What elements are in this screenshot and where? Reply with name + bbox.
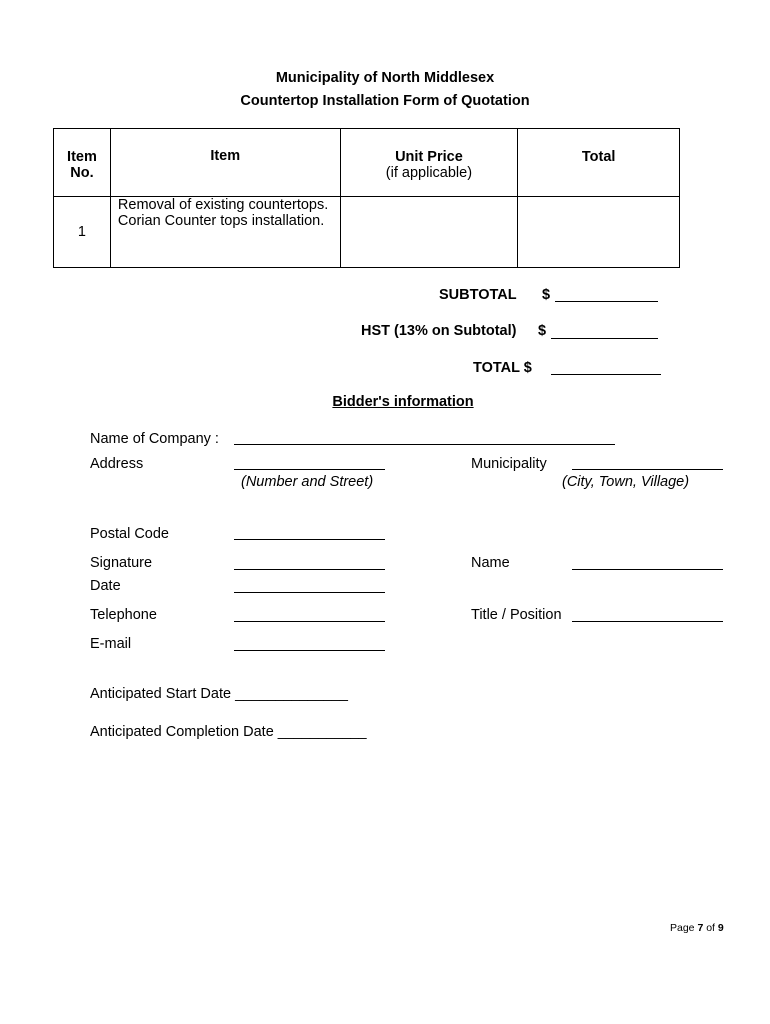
header-unit-price [340, 129, 518, 197]
signature-field[interactable] [234, 569, 385, 570]
subtotal-currency: $ [542, 287, 551, 303]
telephone-label: Telephone [90, 607, 157, 623]
email-label: E-mail [90, 636, 132, 652]
title-position-field[interactable] [572, 621, 723, 622]
row-item-line1: Removal of existing countertops. [117, 197, 329, 213]
page-prefix: Page [670, 922, 695, 934]
signature-label: Signature [90, 555, 153, 571]
address-hint: (Number and Street) [241, 474, 374, 490]
company-field[interactable] [234, 444, 615, 445]
postal-code-label: Postal Code [90, 526, 169, 542]
row-item-line2: Corian Counter tops installation. [117, 213, 325, 229]
hst-label: HST (13% on Subtotal) [361, 323, 517, 339]
form-municipality-title: Municipality of North Middlesex [275, 70, 495, 86]
subtotal-field[interactable] [555, 301, 658, 302]
hst-field[interactable] [551, 338, 658, 339]
total-field[interactable] [551, 374, 661, 375]
page-current: 7 [697, 922, 704, 934]
page-number [670, 922, 724, 934]
row-total-cell[interactable] [518, 197, 680, 268]
date-field[interactable] [234, 592, 385, 593]
header-item-no-line2: No. [70, 165, 94, 181]
postal-code-field[interactable] [234, 539, 385, 540]
header-item-label: Item [210, 148, 241, 164]
address-field[interactable] [234, 469, 385, 470]
municipality-field[interactable] [572, 469, 723, 470]
header-total [518, 129, 680, 197]
hst-currency: $ [538, 323, 547, 339]
row-unit-price-cell[interactable] [340, 197, 518, 268]
subtotal-label: SUBTOTAL [439, 287, 517, 303]
row-item-no: 1 [54, 197, 111, 268]
telephone-field[interactable] [234, 621, 385, 622]
table-header-row [54, 129, 680, 197]
title-position-label: Title / Position [471, 607, 562, 623]
municipality-hint: (City, Town, Village) [562, 474, 690, 490]
bidder-info-heading: Bidder's information [332, 394, 474, 410]
header-item [110, 129, 340, 197]
email-field[interactable] [234, 650, 385, 651]
completion-date-field[interactable]: Anticipated Completion Date ___________ [90, 724, 367, 740]
name-label: Name [471, 555, 510, 571]
page-of: of [706, 922, 715, 934]
header-total-label: Total [581, 149, 616, 165]
page-total: 9 [717, 922, 724, 934]
header-unit-price-note: (if applicable) [385, 165, 473, 181]
quotation-table [53, 128, 680, 268]
header-unit-price-label: Unit Price [395, 149, 463, 165]
start-date-field[interactable]: Anticipated Start Date ______________ [90, 686, 348, 702]
municipality-label: Municipality [471, 456, 547, 472]
row-item-description [110, 197, 340, 268]
header-item-no-line1: Item [67, 149, 97, 165]
date-label: Date [90, 578, 121, 594]
table-row [54, 197, 680, 268]
company-label: Name of Company : [90, 431, 219, 447]
address-label: Address [90, 456, 144, 472]
header-item-no [54, 129, 111, 197]
total-label: TOTAL $ [473, 360, 532, 376]
form-title: Countertop Installation Form of Quotation [240, 93, 530, 109]
name-field[interactable] [572, 569, 723, 570]
